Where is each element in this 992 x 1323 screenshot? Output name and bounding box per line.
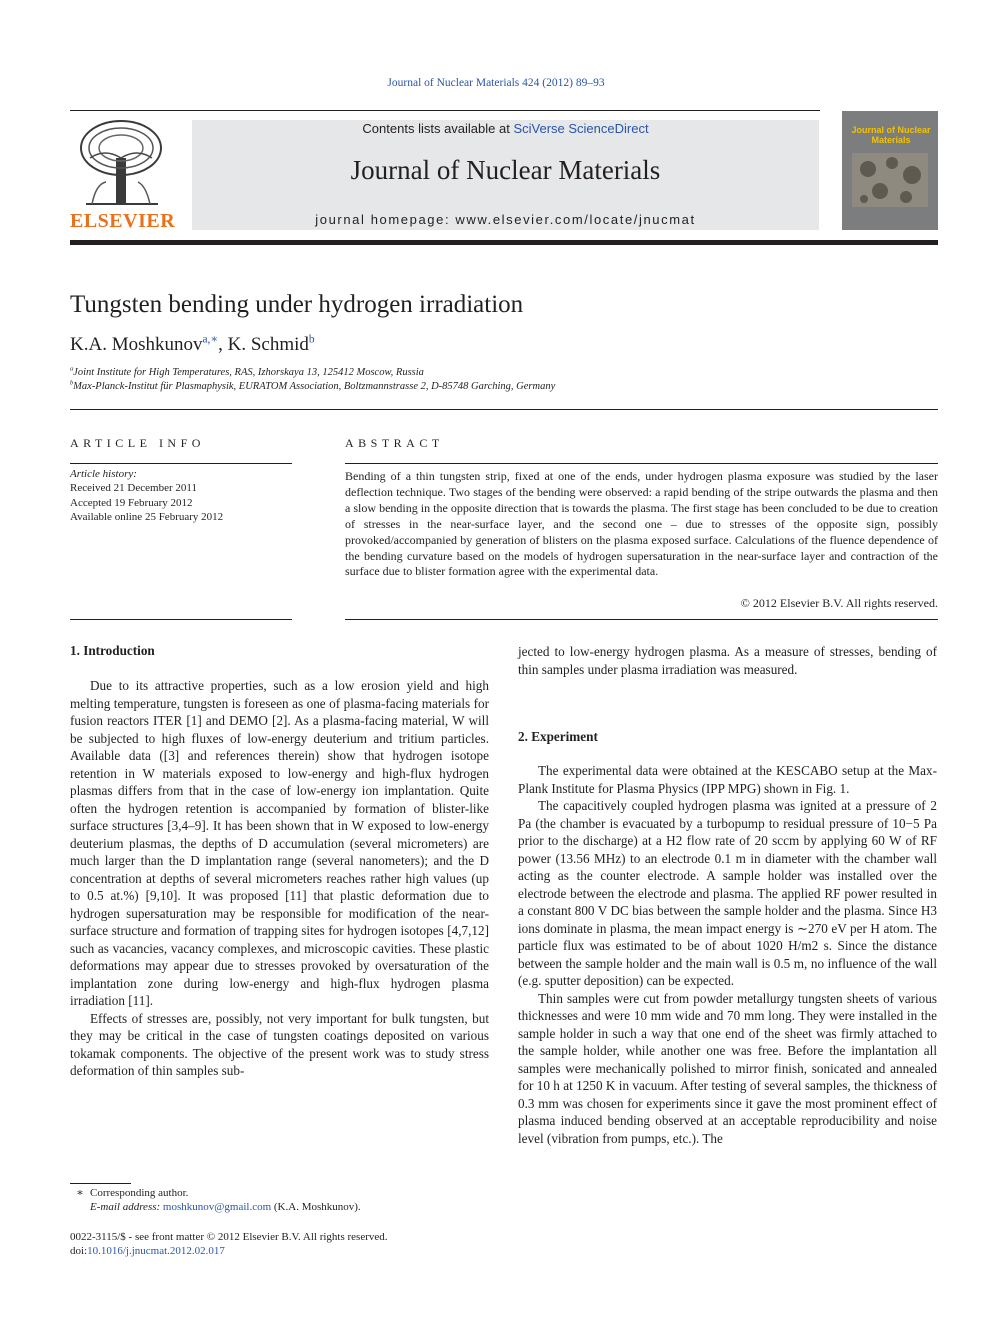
author-separator: ,	[218, 334, 228, 355]
online-date: Available online 25 February 2012	[70, 511, 224, 523]
abstract-copyright: © 2012 Elsevier B.V. All rights reserved.	[740, 596, 938, 610]
affiliation-a	[70, 367, 424, 378]
cover-title: Journal of Nuclear Materials	[851, 125, 931, 145]
author-name: K. Schmid	[227, 334, 309, 355]
doi-link[interactable]: 10.1016/j.jnucmat.2012.02.017	[87, 1245, 225, 1257]
header-thick-rule	[70, 240, 938, 245]
contents-prefix: Contents lists available at	[362, 121, 514, 136]
issn-line: 0022-3115/$ - see front matter © 2012 Elsevier B.V. All rights reserved.	[70, 1231, 388, 1243]
section-rule	[70, 409, 938, 410]
article-info-heading: ARTICLE INFO	[70, 436, 205, 450]
article-info-rule	[70, 463, 292, 464]
affiliation-b-text: Max-Planck-Institut für Plasmaphysik, EURATOM Association, Boltzmannstrasse 2, D-85748 Garching, Germany	[73, 381, 556, 392]
affiliation-mark[interactable]: a,	[202, 333, 211, 346]
right-column-continuation	[518, 643, 937, 678]
affiliation-b-mark: b	[70, 379, 74, 387]
affiliation-mark[interactable]: b	[308, 333, 315, 346]
article-title: Tungsten bending under hydrogen irradiation	[70, 291, 524, 318]
author-name: K.A. Moshkunov	[70, 334, 203, 355]
email-link[interactable]: moshkunov@gmail.com	[162, 1201, 272, 1213]
journal-name: Journal of Nuclear Materials	[350, 155, 661, 185]
abstract-heading: ABSTRACT	[345, 436, 444, 450]
section-heading: 1. Introduction	[70, 643, 155, 658]
journal-citation[interactable]: Journal of Nuclear Materials 424 (2012) 89–93	[387, 77, 605, 89]
affiliation-a-mark: a	[70, 365, 74, 373]
author-list	[70, 334, 315, 356]
footnote-text: Corresponding author.	[90, 1187, 189, 1199]
corresponding-author-footnote	[70, 1186, 188, 1199]
paragraph: The capacitively coupled hydrogen plasma was ignited at a pressure of 2 Pa (the chamber is evacuated by a turbopump to residual pressure of 10−5 Pa prior to the discharge) at a H2 flow rate of 20 sccm by applying 60 W of RF power (13.56 MHz) to an electrode 0.1 m in diameter with the chamber wall acting as the counter electrode. A sample holder was installed over the electrode between the electrode and plasma. The applied RF power resulted in a constant 800 V DC bias between the sample holder and the plasma. Since H3 ions dominate in plasma, the mean impact energy is ∼270 eV per H atom. The particle flux was estimated to be of about 1020 H/m2 s. Since the distance between the sample holder and the main wall is 0.5 m, no influence of the wall (e.g. sputter deposition) can be expected.	[518, 798, 937, 988]
journal-homepage[interactable]: journal homepage: www.elsevier.com/locate/jnucmat	[315, 212, 696, 227]
contents-line	[192, 121, 819, 136]
abstract-text: Bending of a thin tungsten strip, fixed at one of the ends, under hydrogen plasma exposure was studied by the laser deflection technique. Two stages of the bending were observed: a rapid bending of the stripe outwards the plasma and then a slow bending in the opposite direction that is towards the plasma. The first stage has been concluded to be due to creation of stresses in the near-surface layer, and the second one – due to stresses of the opposite sign, possibly provoked/accompanied by generation of blisters on the plasma exposed surface. Calculations of the fluence dependence of the bending curvature based on the models of hydrogen supersaturation in the near-surface layer and contraction of the surface due to blister formation agree with the experimental data.	[345, 469, 938, 579]
doi-line	[70, 1245, 225, 1257]
paragraph: Thin samples were cut from powder metallurgy tungsten sheets of various thicknesses and were 10 mm wide and 70 mm long. They were installed in the sample holder in such a way that one end of the sheet was firmly attached to the sample holder, while another one was free. Before the implantation all samples were mechanically polished to mirror finish, sonicated and annealed for 10 h at 1250 K in vacuum. After testing of several samples, the thickness of 0.3 mm was chosen for experiments since it gave the most prominent effect of plasma induced bending observed at an acceptable reproducibility and noise level (vibration from pumps, etc.). The	[518, 990, 937, 1146]
received-date: Received 21 December 2011	[70, 482, 197, 494]
abstract-rule	[345, 463, 938, 464]
corresponding-author-mark[interactable]: ∗	[210, 333, 219, 346]
header-rule	[70, 110, 820, 111]
article-history-label: Article history:	[70, 468, 137, 480]
footnote-mark: ∗	[76, 1187, 84, 1199]
doi-label: doi:	[70, 1245, 88, 1257]
paragraph: Due to its attractive properties, such as a low erosion yield and high melting temperature, tungsten is foreseen as one of plasma-facing materials for fusion reactors ITER [1] and DEMO [2]. As a plasma-facing material, W will be subjected to high fluxes of low-energy deuterium and tritium particles. Available data ([3] and references therein) show that hydrogen isotope retention in W materials exposed to low-energy and high-flux hydrogen plasmas differs from that in the case of low-energy ion implantation. Quite often the hydrogen retention is accompanied by formation of blister-like surface structures [3,4–9]. It has been shown that in W exposed to low-energy deuterium plasmas, the depths of D accumulation (several micrometers) are much larger than the D implantation range (several nanometers); and the D concentration at depths of several micrometers reaches rather high values (up to 0.5 at.%) [9,10]. It was proposed [11] that plastic deformation due to hydrogen supersaturation may be responsible for modification of the near-surface structure and formation of trapping sites for hydrogen isotopes [4,7,12] such as vacancies, vacancy complexes, and microscopic cavities. These plastic deformations may appear due to stresses provoked by oversaturation of the implantation zone during low-energy and high-flux hydrogen plasma irradiation [11].	[70, 678, 489, 1008]
affiliation-b	[70, 381, 555, 392]
paragraph: jected to low-energy hydrogen plasma. As a measure of stresses, bending of thin samples under plasma irradiation was measured.	[518, 644, 937, 677]
affiliation-a-text: Joint Institute for High Temperatures, RAS, Izhorskaya 13, 125412 Moscow, Russia	[73, 367, 424, 378]
journal-cover-image	[842, 111, 938, 230]
left-column	[70, 677, 489, 1080]
article-info-rule	[70, 619, 292, 620]
email-suffix: (K.A. Moshkunov).	[273, 1201, 361, 1213]
section-heading: 2. Experiment	[518, 729, 598, 744]
accepted-date: Accepted 19 February 2012	[70, 497, 193, 509]
paragraph: The experimental data were obtained at the KESCABO setup at the Max-Plank Institute for Plasma Physics (IPP MPG) shown in Fig. 1.	[518, 763, 937, 796]
right-column	[518, 762, 937, 1147]
email-label: E-mail address:	[90, 1201, 161, 1213]
elsevier-wordmark: ELSEVIER	[70, 210, 176, 232]
footnote-rule	[70, 1183, 131, 1184]
sciencedirect-link[interactable]: SciVerse ScienceDirect	[513, 121, 649, 136]
email-footnote	[70, 1201, 361, 1213]
abstract-rule	[345, 619, 938, 620]
paragraph: Effects of stresses are, possibly, not very important for bulk tungsten, but they may be critical in the case of tungsten coatings deposited on various tokamak components. The objective of the present work was to study stress deformation of thin samples sub-	[70, 1010, 489, 1078]
